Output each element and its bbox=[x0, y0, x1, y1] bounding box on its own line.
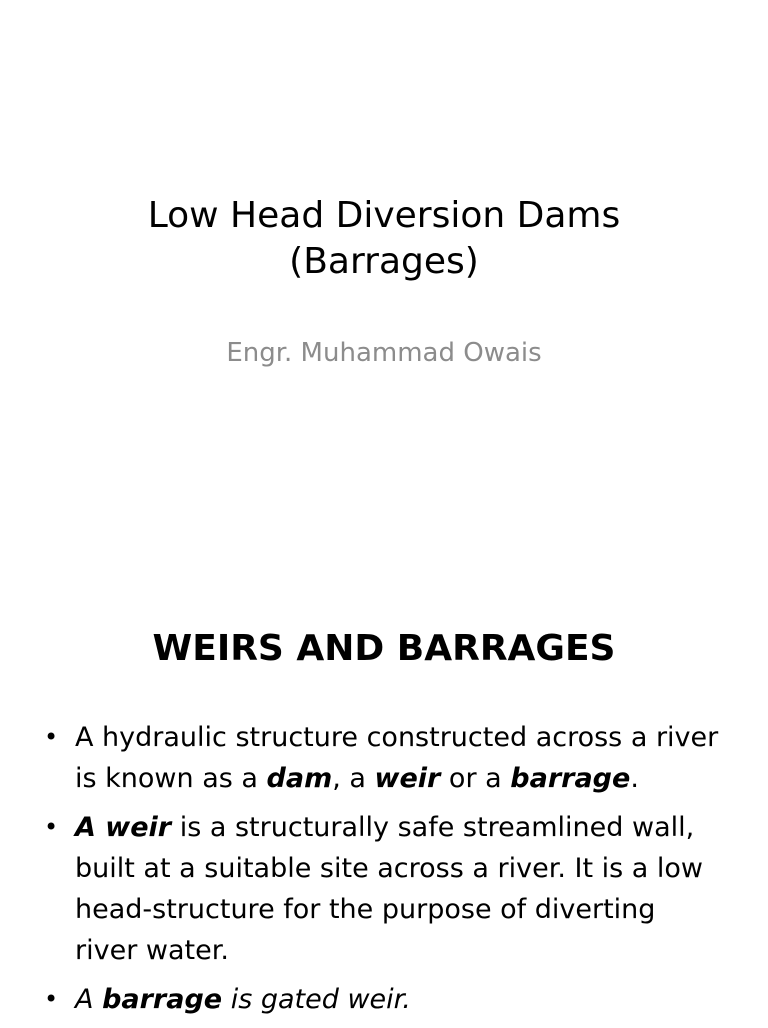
content-slide bbox=[0, 576, 768, 1024]
bullet-item-1 bbox=[44, 717, 724, 799]
slide-title bbox=[0, 193, 768, 285]
term-a-weir: A weir bbox=[75, 812, 172, 843]
bullet-text: or a bbox=[440, 763, 511, 794]
term-barrage: barrage bbox=[510, 763, 631, 794]
bullet-icon: • bbox=[44, 813, 59, 841]
bullet-text: . bbox=[630, 763, 639, 794]
bullet-list bbox=[44, 717, 724, 1028]
term-weir: weir bbox=[374, 763, 441, 794]
bullet-text: , a bbox=[332, 763, 375, 794]
slide-subtitle-author: Engr. Muhammad Owais bbox=[226, 338, 542, 368]
bullet-item-3 bbox=[44, 979, 724, 1020]
bullet-text: is gated weir. bbox=[222, 984, 411, 1015]
title-line-2: (Barrages) bbox=[289, 241, 479, 282]
bullet-text: A hydraulic structure constructed across a river is known as a bbox=[75, 722, 719, 794]
bullet-text: is a structurally safe streamlined wall, built at a suitable site across a river. It is a low head-structure for the purpose of diverting river water. bbox=[75, 812, 704, 966]
bullet-item-2 bbox=[44, 807, 724, 971]
bullet-icon: • bbox=[44, 723, 59, 751]
bullet-icon: • bbox=[44, 985, 59, 1013]
term-dam: dam bbox=[266, 763, 333, 794]
bullet-text: A bbox=[75, 984, 103, 1015]
term-barrage: barrage bbox=[102, 984, 223, 1015]
slide-heading: WEIRS AND BARRAGES bbox=[152, 628, 616, 669]
title-line-1: Low Head Diversion Dams bbox=[147, 195, 621, 236]
title-slide bbox=[0, 0, 768, 512]
